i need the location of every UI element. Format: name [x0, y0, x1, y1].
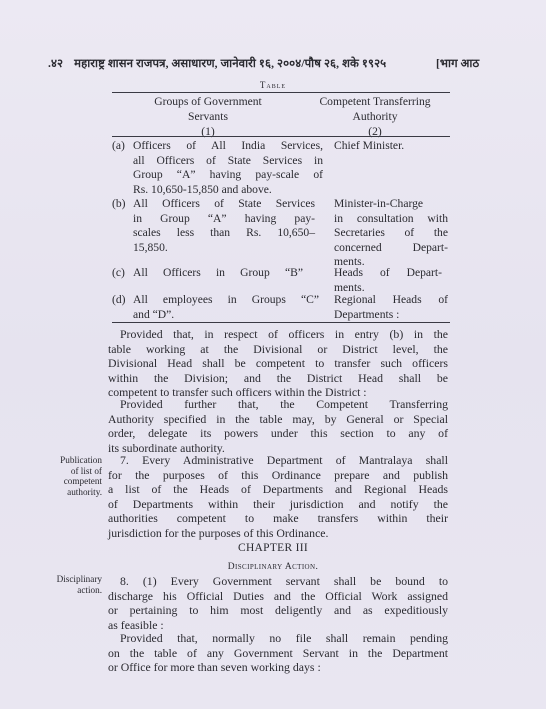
para-line: Divisional Head shall be competent to transfer such officers	[108, 356, 448, 371]
cell-line: and “D”.	[133, 307, 175, 321]
cell-line: Regional Heads of	[334, 293, 448, 306]
para-line: Provided that, normally no file shall remain pending	[120, 631, 448, 645]
col2-header	[300, 94, 450, 139]
row-authority-c	[334, 266, 442, 295]
section-8	[108, 574, 448, 632]
cell-line: Heads of Depart-	[334, 266, 442, 279]
row-authority-b	[334, 197, 448, 270]
page-number: .४२	[48, 58, 64, 70]
side-note-line: Publication	[60, 455, 102, 465]
para-line: within the Division; and the District Head shall be	[108, 370, 448, 385]
cell-line: all Officers of State Services in	[133, 153, 323, 167]
col2-header-line: Authority	[352, 110, 398, 123]
cell-line: ments.	[334, 280, 365, 294]
table-top-rule	[112, 92, 450, 93]
side-note-line: action.	[77, 584, 102, 595]
proviso-2	[108, 397, 448, 455]
col1-header-line: (1)	[201, 125, 215, 138]
side-note-publication	[50, 455, 102, 497]
header-title: महाराष्ट्र शासन राजपत्र, असाधारण, जानेवारी १६, २००४/पौष २६, शके १९२५	[74, 58, 387, 70]
side-note-line: competent	[63, 476, 102, 486]
cell-line: in consultation with	[334, 211, 448, 225]
para-line: as feasible :	[108, 617, 164, 632]
para-line: Provided further that, the Competent Transferring	[120, 397, 448, 411]
row-label: (d)	[112, 293, 126, 306]
col1-header-line: Servants	[188, 110, 228, 123]
row-label: (a)	[112, 139, 125, 152]
para-line: Provided that, in respect of officers in entry (b) in the	[120, 327, 448, 341]
para-line: table working at the Divisional or District level, the	[108, 341, 448, 356]
para-line: or Office for more than seven working days :	[108, 660, 321, 675]
section-7	[108, 453, 448, 541]
side-note-line: Disciplinary	[56, 574, 102, 584]
para-line: or pertaining to him most deligently and as expeditiously	[108, 603, 448, 618]
para-line: for the purposes of this Ordinance prepare and publish	[108, 467, 448, 482]
col2-header-line: (2)	[368, 125, 382, 138]
row-group-a	[133, 139, 323, 197]
row-authority-a	[334, 139, 450, 154]
para-line: its subordinate authority.	[108, 440, 225, 455]
cell-line: Group “A” having pay-scale of	[133, 168, 323, 181]
para-line: authorities competent to make transfers within their	[108, 511, 448, 526]
row-group-c	[133, 266, 303, 281]
cell-line: Minister-in-Charge	[334, 197, 424, 210]
proviso-1	[108, 327, 448, 400]
table-header-rule	[112, 136, 450, 137]
row-label: (b)	[112, 197, 126, 210]
row-authority-d	[334, 293, 448, 322]
para-line: 8. (1) Every Government servant shall be bound to	[120, 574, 448, 588]
side-note-line: authority.	[67, 486, 102, 497]
cell-line: Rs. 10,650-15,850 and above.	[133, 182, 272, 196]
para-line: a list of the Heads of Departments and Regional Heads	[108, 482, 448, 497]
row-group-b	[133, 197, 315, 255]
proviso-3	[108, 631, 448, 675]
table-caption: Table	[259, 80, 287, 90]
header-part: [भाग आठ	[436, 58, 480, 70]
para-line: jurisdiction for the purposes of this Ordinance.	[108, 525, 329, 540]
chapter-heading: CHAPTER III	[237, 542, 309, 554]
para-line: on the table of any Government Servant in the Department	[108, 645, 448, 660]
page-header	[48, 56, 480, 71]
col1-header	[118, 94, 298, 139]
side-note-disciplinary	[44, 574, 102, 595]
para-line: Authority specified in the table may, by General or Special	[108, 411, 448, 426]
cell-line: concerned Depart-	[334, 240, 448, 254]
cell-line: Officers of All India Services,	[133, 139, 323, 152]
cell-line: Departments :	[334, 307, 400, 321]
cell-line: ments.	[334, 255, 365, 268]
table-bottom-rule	[112, 322, 450, 323]
cell-line: All employees in Groups “C”	[133, 293, 319, 306]
cell-line: scales less than Rs. 10,650–	[133, 226, 315, 239]
col1-header-line: Groups of Government	[154, 95, 262, 108]
cell-line: 15,850.	[133, 240, 168, 254]
row-group-d	[133, 293, 319, 322]
cell-line: All Officers in Group “B”	[133, 266, 303, 279]
row-label: (c)	[112, 266, 125, 279]
side-note-line: of list of	[70, 465, 102, 476]
cell-line: in Group “A” having pay-	[133, 211, 315, 225]
para-line: 7. Every Administrative Department of Mantralaya shall	[120, 453, 448, 467]
para-line: competent to transfer such officers within the District :	[108, 385, 367, 400]
cell-line: Chief Minister.	[334, 139, 405, 152]
cell-line: Secretaries of the	[334, 226, 448, 239]
para-line: of Departments within their jurisdiction and notify the	[108, 496, 448, 511]
cell-line: All Officers of State Services	[133, 197, 315, 210]
col2-header-line: Competent Transferring	[319, 95, 431, 108]
para-line: order, delegate its powers under this section to any of	[108, 426, 448, 441]
section-heading: Disciplinary Action.	[227, 562, 319, 572]
para-line: discharge his Official Duties and the Official Work assigned	[108, 588, 448, 603]
